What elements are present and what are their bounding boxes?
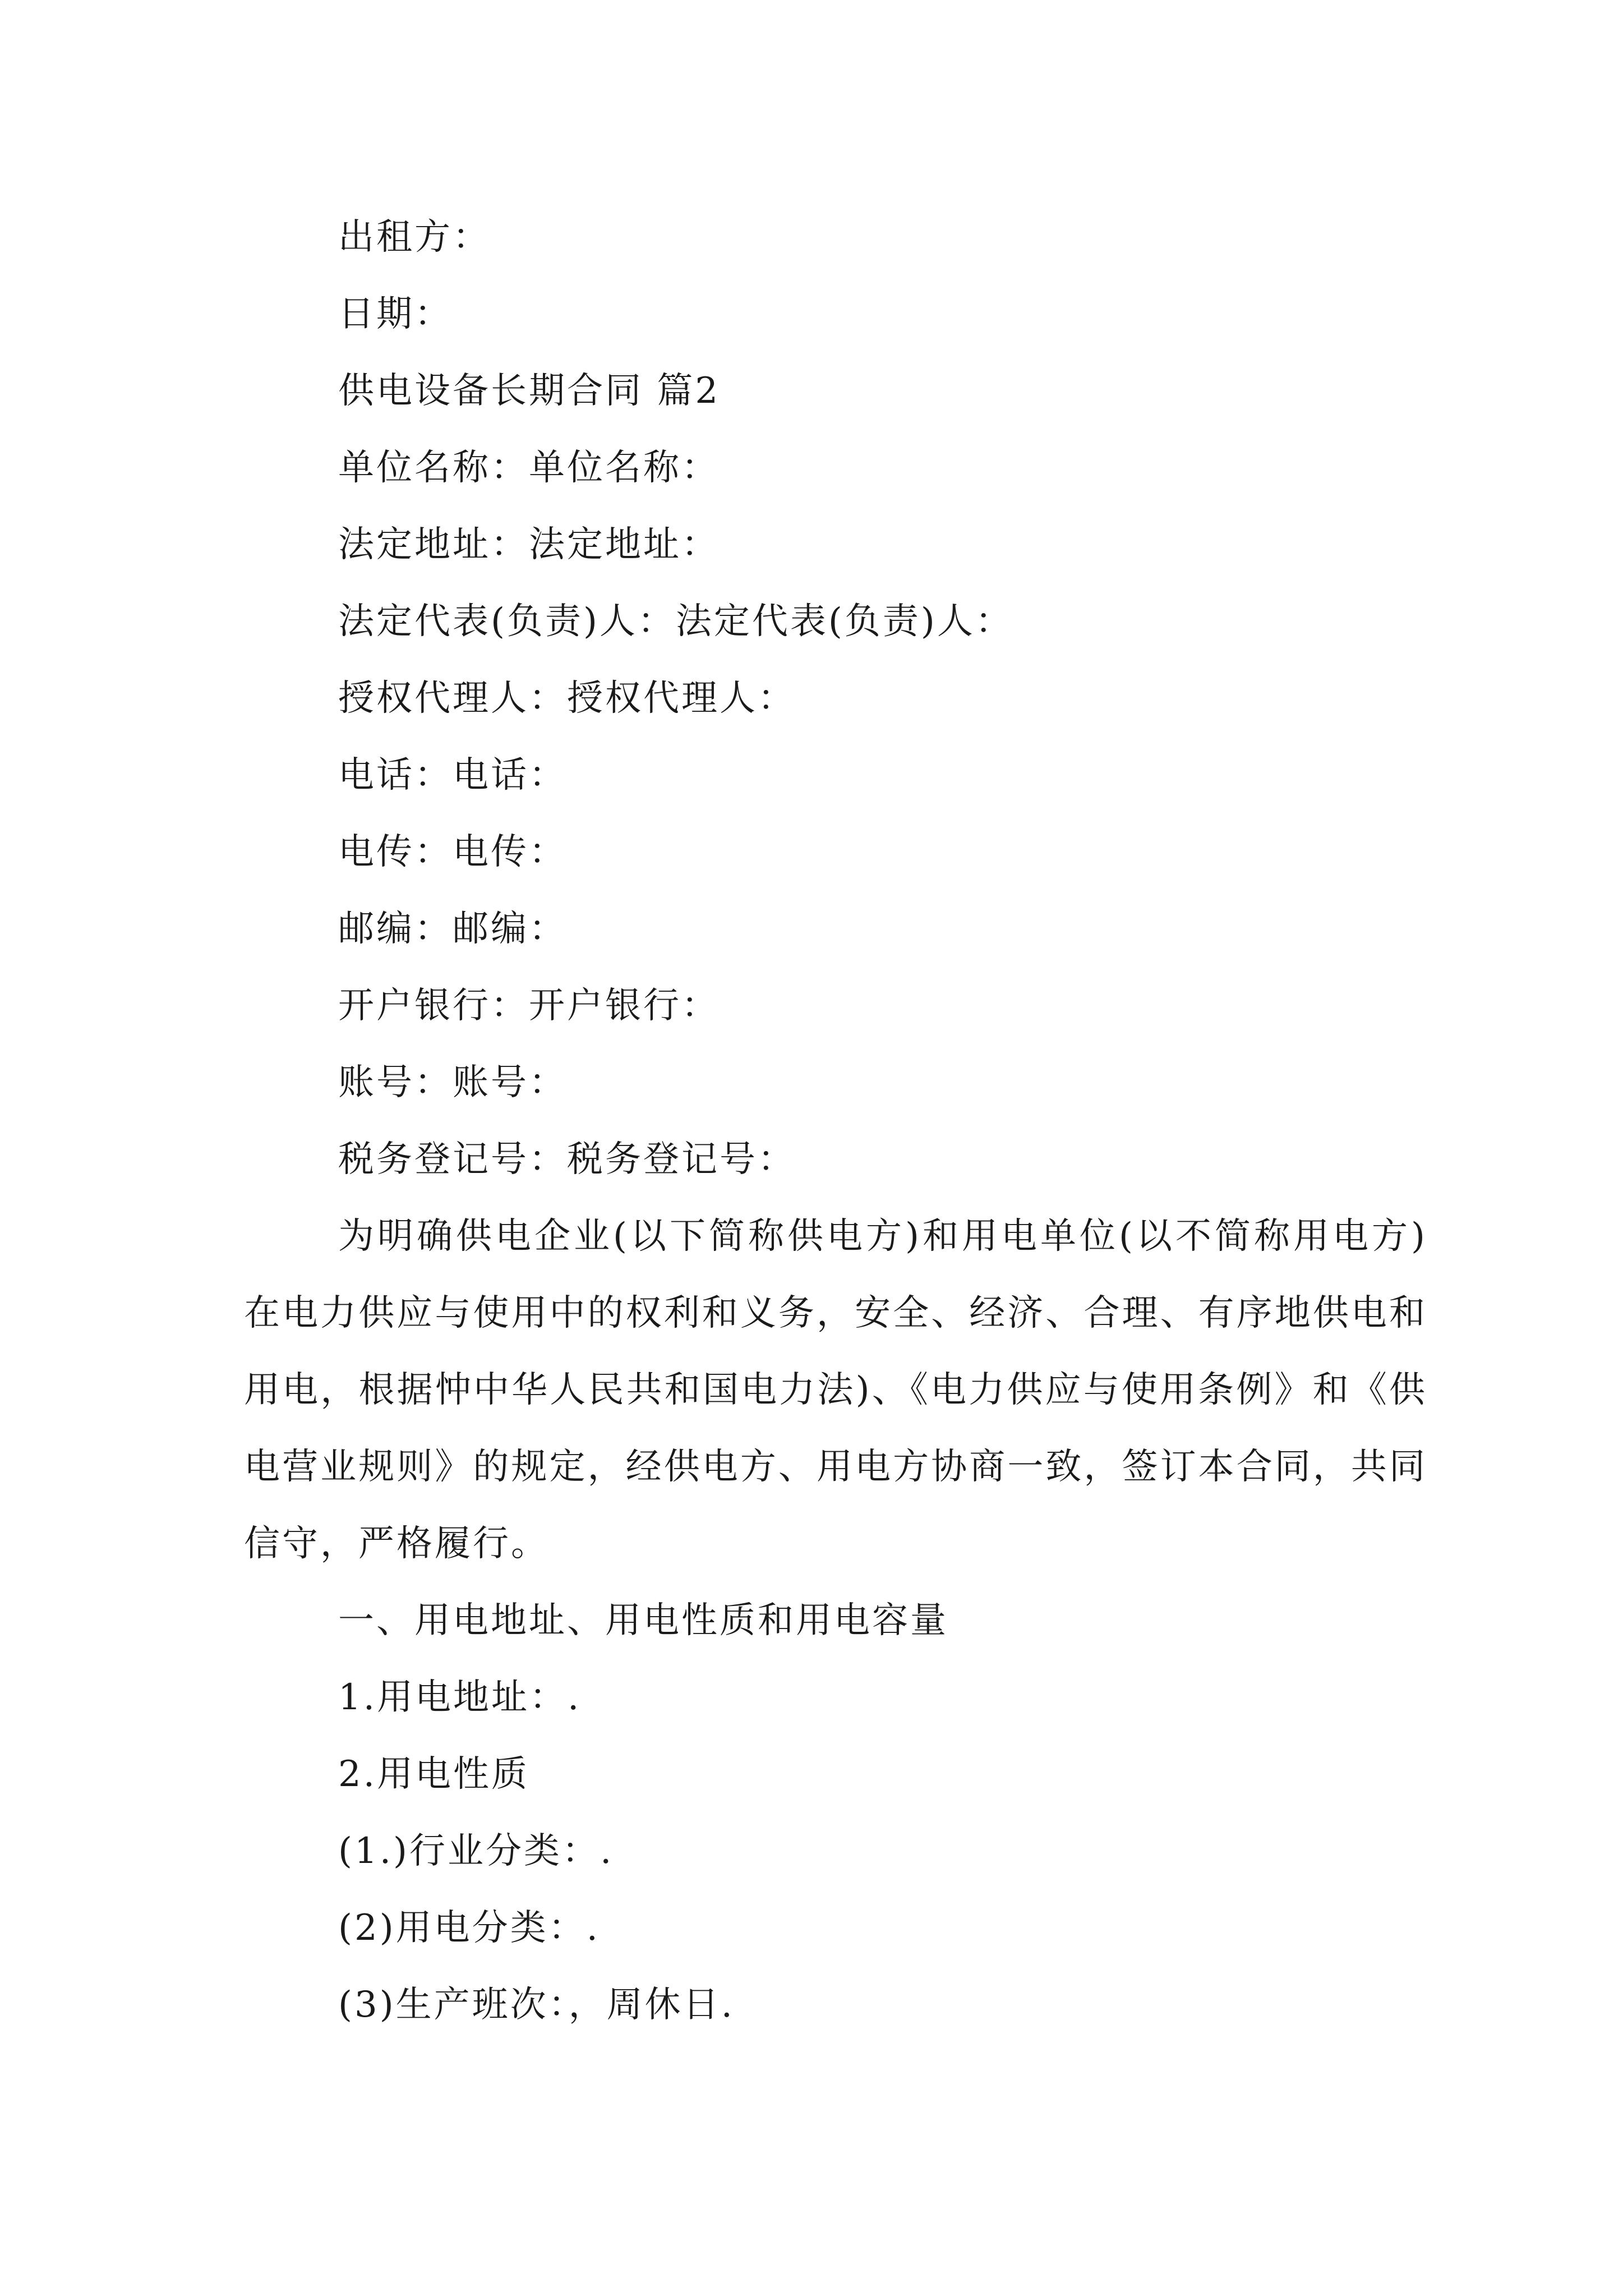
text-line: 税务登记号：税务登记号： <box>338 1139 796 1180</box>
text-line: 1.用电地址：. <box>338 1677 582 1718</box>
document-body <box>244 199 1427 2044</box>
text-line: 法定代表(负责)人：法定代表(负责)人： <box>338 601 1013 642</box>
text-line: 法定地址：法定地址： <box>338 524 720 565</box>
text-line: 开户银行：开户银行： <box>338 985 720 1027</box>
text-line: 电传：电传： <box>338 831 567 873</box>
text-line: 日期： <box>338 293 453 335</box>
preamble-paragraph: 为明确供电企业(以下简称供电方)和用电单位(以不简称用电方)在电力供应与使用中的权利和义务，安全、经济、合理、有序地供电和用电，根据忡中华人民共和国电力法)、《电力供应与使用条例》和《供电营业规则》的规定，经供电方、用电方协商一致，签订本合同，共同信守，严格履行。 <box>244 1216 1427 1565</box>
text-line: 出租方： <box>338 217 491 258</box>
text-line: (1.)行业分类：. <box>338 1830 614 1872</box>
text-line: 单位名称：单位名称： <box>338 447 720 489</box>
text-line: 电话：电话： <box>338 754 567 796</box>
section-heading: 一、用电地址、用电性质和用电容量 <box>338 1600 948 1641</box>
text-line: 授权代理人：授权代理人： <box>338 678 796 719</box>
text-line: 邮编：邮编： <box>338 908 567 950</box>
text-line: (3)生产班次：，周休日. <box>338 1984 735 2026</box>
text-line: 账号：账号： <box>338 1062 567 1103</box>
text-line: 2.用电性质 <box>338 1754 530 1795</box>
section-title: 供电设备长期合同 篇2 <box>338 370 721 412</box>
text-line: (2)用电分类：. <box>338 1907 600 1949</box>
